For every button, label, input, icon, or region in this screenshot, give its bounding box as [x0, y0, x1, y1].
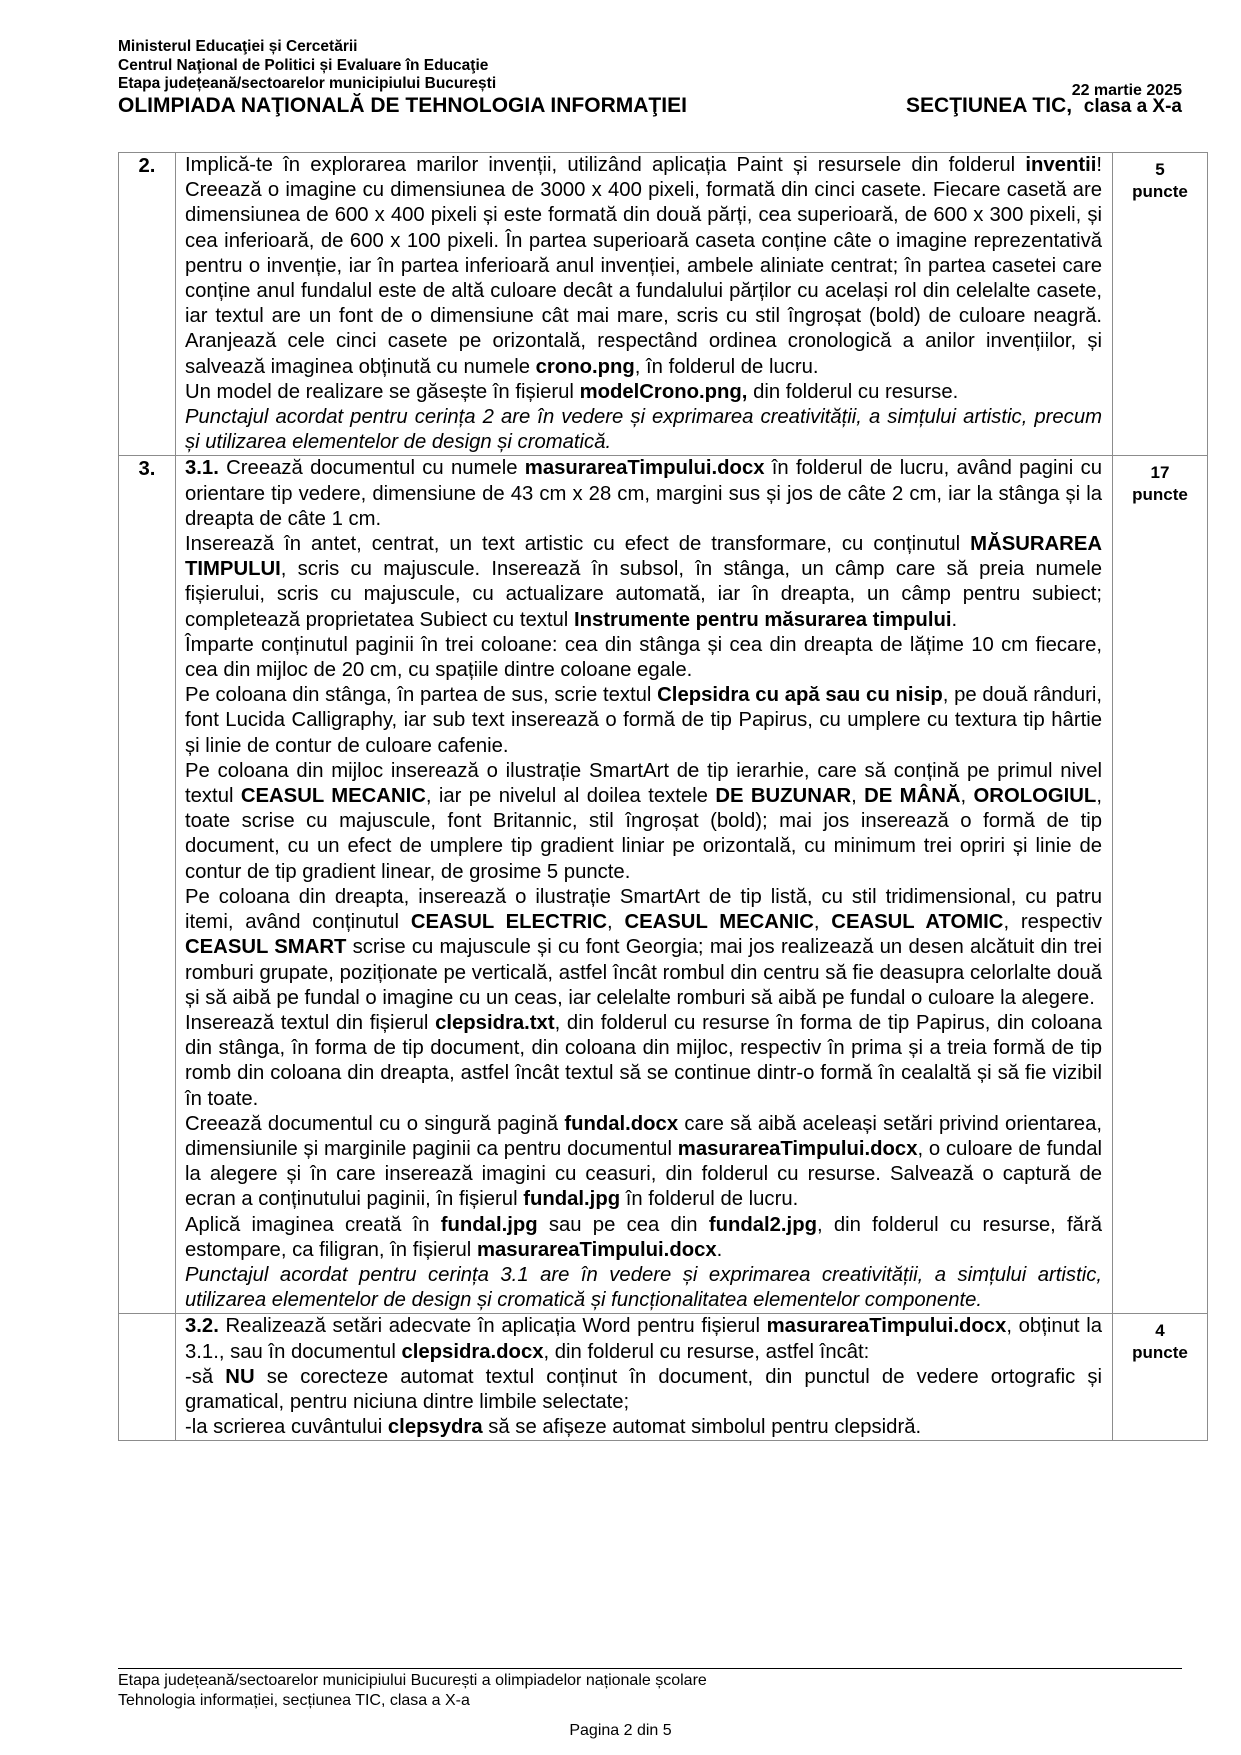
header-center: Centrul Naţional de Politici și Evaluare în Educaţie — [118, 56, 489, 74]
task-points — [1113, 456, 1208, 1314]
header-date: 22 martie 2025 — [1071, 82, 1182, 99]
footer-divider — [118, 1668, 1182, 1669]
task32-item-1: -să NU se corecteze automat textul conținut în document, din punctul de vedere ortografic și gramatical, pentru niciuna dintre limbile selectate; — [185, 1365, 1103, 1413]
task-number-empty — [119, 1314, 176, 1441]
section-class: clasa a X-a — [1083, 95, 1182, 117]
points-label: puncte — [1132, 485, 1188, 505]
task-points — [1113, 153, 1208, 456]
task2-note: Punctajul acordat pentru cerința 2 are în vedere și exprimarea creativității, a simțului artistic, precum și utilizarea elementelor de design și cromatică. — [185, 406, 1102, 454]
points-value: 4 — [1155, 1321, 1165, 1341]
task32-intro: 3.2. Realizează setări adecvate în aplicația Word pentru fișierul masurareaTimpului.docx, obținut la 3.1., sau în documentul clepsidra.docx, din folderul cu resurse, astfel încât: — [185, 1315, 1102, 1363]
page-footer — [118, 1671, 1182, 1711]
task31-note: Punctajul acordat pentru cerința 3.1 are în vedere și exprimarea creativității, a simțului artistic, utilizarea elementelor de design și cromatică și funcționalitatea elementelor componente. — [185, 1263, 1102, 1312]
points-value: 5 — [1155, 160, 1165, 179]
footer-line-2: Tehnologia informației, secțiunea TIC, clasa a X-a — [118, 1692, 470, 1709]
task31-left-column: Pe coloana din stânga, în partea de sus, scrie textul Clepsidra cu apă sau cu nisip, pe două rânduri, font Lucida Calligraphy, iar sub text inserează o formă de tip Papirus, cu umplere cu textura tip hârtie și linie de contur de culoare cafenie. — [185, 684, 1103, 757]
task31-watermark: Aplică imaginea creată în fundal.jpg sau pe cea din fundal2.jpg, din folderul cu resurse, fără estompare, ca filigran, în fișierul masurareaTimpului.docx. — [185, 1213, 1102, 1261]
task31-header-footer: Inserează în antet, centrat, un text artistic cu efect de transformare, cu conținutul MĂSURAREA TIMPULUI, scris cu majuscule. Inserează în subsol, în stânga, un câmp care să preia numele fișierului, scris cu majuscule, cu actualizare automată, iar în dreapta, un câmp pentru subiect; completează proprietatea Subiect cu textul Instrumente pentru măsurarea timpului. — [185, 533, 1102, 631]
tasks-table — [118, 152, 1208, 1441]
page-number: Pagina 2 din 5 — [569, 1722, 672, 1739]
footer-line-1: Etapa județeană/sectoarelor municipiului București a olimpiadelor naționale școlare — [118, 1672, 707, 1689]
task-row-2 — [119, 153, 1208, 456]
section-prefix: SECŢIUNEA TIC, — [906, 93, 1073, 117]
task-row-3-2 — [119, 1314, 1208, 1441]
header-ministry: Ministerul Educaţiei și Cercetării — [118, 38, 358, 55]
points-label: puncte — [1132, 182, 1188, 201]
task31-intro: 3.1. Creează documentul cu numele masurareaTimpului.docx în folderul de lucru, având pagini cu orientare tip vedere, dimensiune de 43 cm x 28 cm, margini sus și jos de câte 2 cm, iar la stânga și la dreapta de câte 1 cm. — [185, 457, 1102, 530]
page-header — [118, 38, 1182, 119]
task32-item-2: -la scrierea cuvântului clepsydra să se afișeze automat simbolul pentru clepsidră. — [185, 1416, 922, 1439]
task31-right-column: Pe coloana din dreapta, inserează o ilustrație SmartArt de tip listă, cu stil tridimensional, cu patru itemi, având conținutul CEASUL ELECTRIC, CEASUL MECANIC, CEASUL ATOMIC, respectiv CEASUL SMART scrise cu majuscule și cu font Georgia; mai jos realizează un desen alcătuit din trei romburi grupate, poziționate pe verticală, astfel încât rombul din centru să fie deasupra celorlalte două și să aibă pe fundal o imagine cu un ceas, iar celelalte romburi să aibă pe fundal o culoare la alegere. — [185, 885, 1103, 1009]
header-title-row — [118, 94, 1182, 119]
task-points — [1113, 1314, 1208, 1441]
task-text — [176, 456, 1113, 1314]
task-row-3-1 — [119, 456, 1208, 1314]
task2-paragraph: Implică-te în explorarea marilor invenții, utilizând aplicația Paint și resursele din folderul inventii! Creează o imagine cu dimensiunea de 3000 x 400 pixeli, formată din cinci casete. Fiecare casetă are dimensiunea de 600 x 400 pixeli și este formată din două părți, cea superioară, de 600 x 300 pixeli, și cea inferioară, de 600 x 100 pixeli. În partea superioară caseta conține câte o imagine reprezentativă pentru o invenție, iar în partea inferioară anul invenției, ambele aliniate centrat; în partea casetei care conține anul fundalul este de altă culoare decât a fundalului părților cu același rol din celelalte casete, iar textul are un font de o dimensiune cât mai mare, scris cu stil îngroșat (bold) de culoare neagră. Aranjează cele cinci casete pe orizontală, respectând ordinea cronologică a anilor invențiilor, și salvează imaginea obținută cu numele crono.png, în folderul de lucru. — [185, 154, 1102, 378]
task-number: 2. — [119, 153, 176, 456]
header-stage: Etapa județeană/sectoarelor municipiului București — [118, 75, 497, 92]
points-value: 17 — [1150, 463, 1170, 483]
task31-middle-column: Pe coloana din mijloc inserează o ilustrație SmartArt de tip ierarhie, care să conțină pe primul nivel textul CEASUL MECANIC, iar pe nivelul al doilea textele DE BUZUNAR, DE MÂNĂ, OROLOGIUL, toate scrise cu majuscule, font Britannic, stil îngroșat (bold); mai jos inserează o formă de tip document, cu un efect de umplere tip gradient liniar pe orizontală, cu minimum trei opriri și linie de contur de tip gradient linear, de grosime 5 puncte. — [185, 759, 1102, 883]
task2-model: Un model de realizare se găsește în fișierul modelCrono.png, din folderul cu resurse. — [185, 380, 959, 403]
task31-columns: Împarte conținutul paginii în trei coloane: cea din stânga și cea din dreapta de lățime 10 cm fiecare, cea din mijloc de 20 cm, cu spațiile dintre coloane egale. — [185, 633, 1102, 682]
task-text — [176, 1314, 1113, 1441]
olympiad-title: OLIMPIADA NAŢIONALĂ DE TEHNOLOGIA INFORMAŢIEI — [118, 93, 687, 117]
task-number: 3. — [119, 456, 176, 1314]
points-label: puncte — [1132, 1343, 1188, 1363]
task31-background-doc: Creează documentul cu o singură pagină fundal.docx care să aibă aceleași setări privind orientarea, dimensiunile și marginile paginii ca pentru documentul masurareaTimpului.docx, o culoare de fundal la alegere și în care inserează imagini cu ceasuri, din folderul cu resurse. Salvează o captură de ecran a conținutului paginii, în fișierul fundal.jpg în folderul de lucru. — [185, 1112, 1102, 1211]
task-text — [176, 153, 1113, 456]
task31-insert-text: Inserează textul din fișierul clepsidra.txt, din folderul cu resurse în forma de tip Papirus, din coloana din stânga, în forma de tip document, din coloana din mijloc, respectiv în prima și a treia formă de tip romb din coloana din dreapta, astfel încât textul să se continue dintr-o formă în cealaltă și să fie vizibil în toate. — [185, 1011, 1102, 1110]
